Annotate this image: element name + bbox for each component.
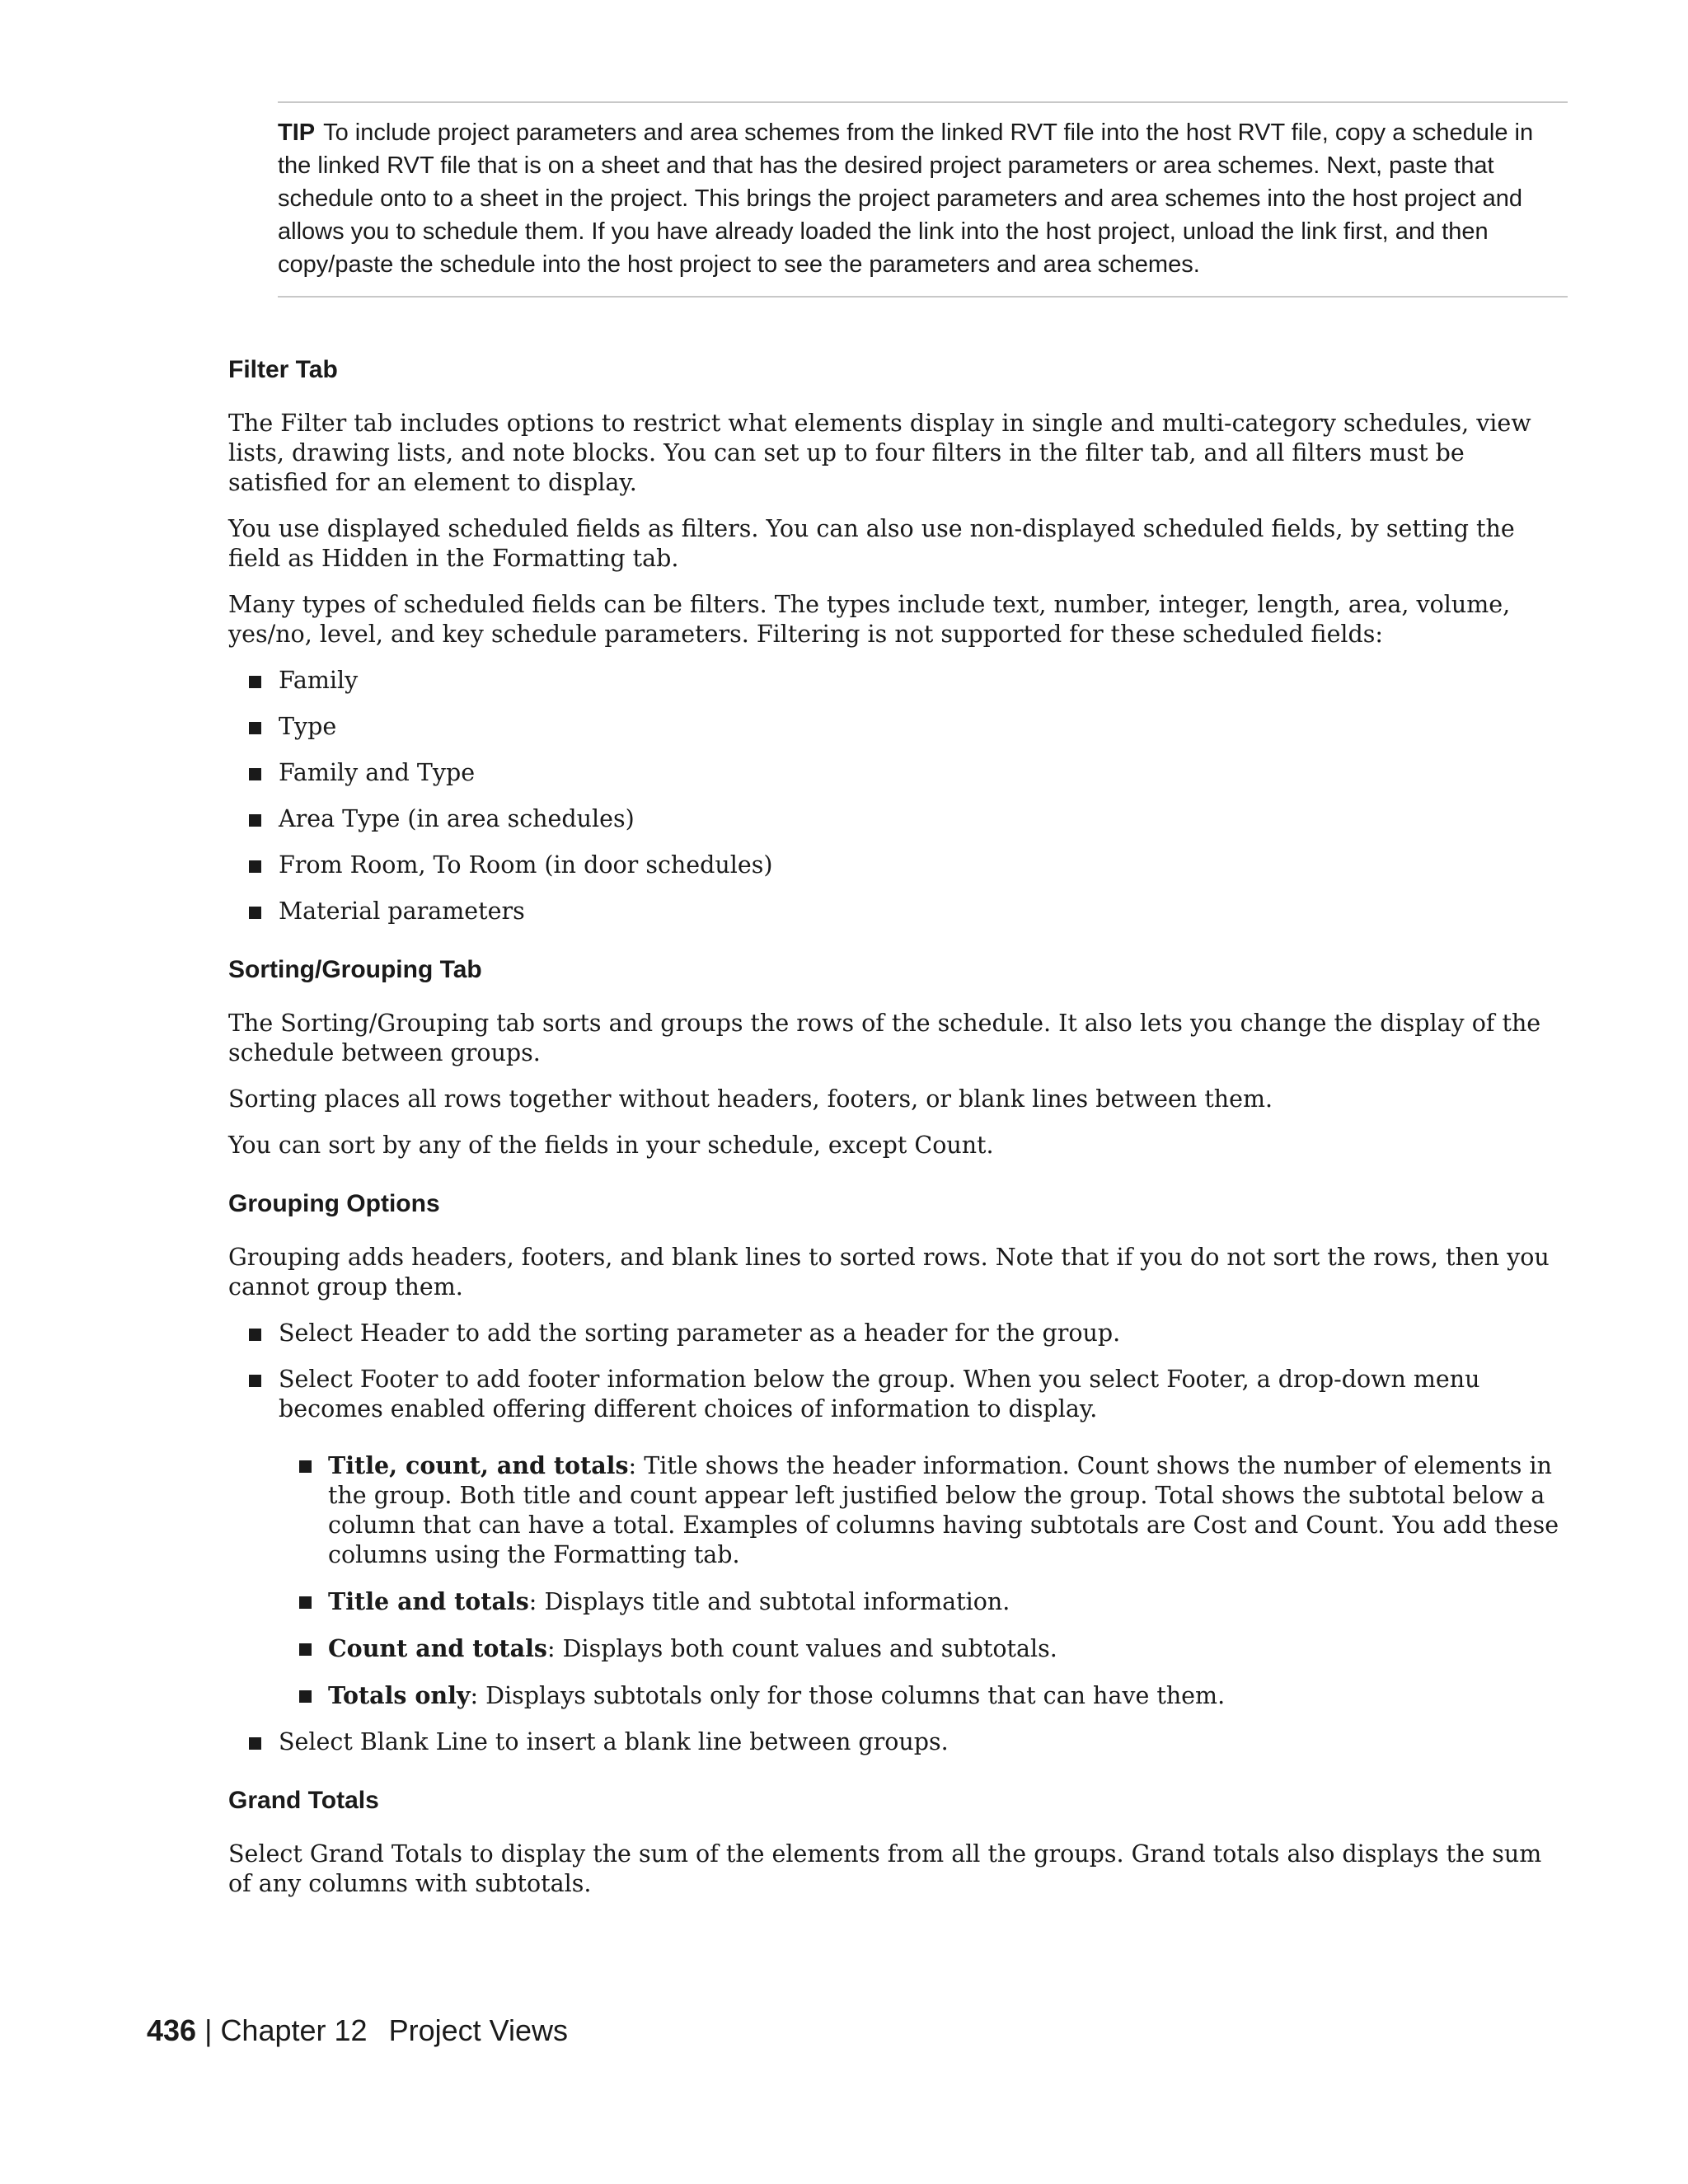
list-item-blank-line: Select Blank Line to insert a blank line between groups. [228, 1727, 1568, 1757]
filter-tab-paragraph-3: Many types of scheduled fields can be filters. The types include text, number, integer, length, area, volume, yes/no, level, and key schedule parameters. Filtering is not supported for these scheduled fields: [228, 591, 1511, 648]
list-item-footer [228, 1365, 1568, 1711]
grand-totals-paragraph-1: Select Grand Totals to display the sum of the elements from all the groups. Grand totals also displays the sum of any columns with subtotals. [228, 1840, 1542, 1897]
grand-totals-section [228, 1785, 1568, 1899]
sub-list-item [279, 1633, 1568, 1664]
sub-list-item [279, 1680, 1568, 1711]
sub-item-term: Title and totals [328, 1587, 529, 1615]
filter-tab-paragraph-2: You use displayed scheduled fields as filters. You can also use non-displayed scheduled fields, by setting the field as Hidden in the Formatting tab. [228, 515, 1515, 572]
sub-list-item [279, 1586, 1568, 1617]
filter-tab-section [228, 354, 1568, 926]
footer-separator: | [204, 2013, 213, 2047]
filter-tab-heading: Filter Tab [228, 356, 338, 383]
sub-item-text: : Displays both count values and subtotals. [546, 1635, 1057, 1662]
list-item: Area Type (in area schedules) [228, 804, 1568, 834]
sorting-tab-heading: Sorting/Grouping Tab [228, 956, 482, 983]
sub-item-text: : Title shows the header information. Count shows the number of elements in the group. Both title and count appear left justified below the group. Total shows the subtotal below a column that can have a total. Examples of columns having subtotals are Cost and Count. You add these columns using the Formatting tab. [328, 1452, 1559, 1568]
page-number: 436 [147, 2013, 197, 2047]
grand-totals-heading: Grand Totals [228, 1787, 379, 1814]
list-item: From Room, To Room (in door schedules) [228, 851, 1568, 880]
sub-item-text: : Displays title and subtotal information. [528, 1588, 1010, 1615]
sub-item-term: Count and totals [328, 1634, 547, 1662]
grouping-options-paragraph-1: Grouping adds headers, footers, and blank lines to sorted rows. Note that if you do not sort the rows, then you cannot group them. [228, 1244, 1550, 1301]
footer-options-list [279, 1451, 1568, 1711]
tip-text: To include project parameters and area schemes from the linked RVT file into the host RVT file, copy a schedule in the linked RVT file that is on a sheet and that has the desired project parameters or area schemes. Next, paste that schedule onto to a sheet in the project. This brings the project parameters and area schemes into the host project and allows you to schedule them. If you have already loaded the link into the host project, unload the link first, and then copy/paste the schedule into the host project to see the parameters and area schemes. [278, 120, 1534, 278]
tip-label: TIP [278, 120, 316, 146]
filter-tab-paragraph-1: The Filter tab includes options to restrict what elements display in single and multi-category schedules, view lists, drawing lists, and note blocks. You can set up to four filters in the filter tab, and all filters must be satisfied for an element to display. [228, 410, 1531, 496]
grouping-options-section [228, 1188, 1568, 1757]
chapter-label: Chapter 12 [220, 2013, 368, 2047]
grouping-options-list [228, 1319, 1568, 1757]
list-item: Family [228, 666, 1568, 696]
footer-item-text: Select Footer to add footer information below the group. When you select Footer, a drop-down menu becomes enabled offering different choices of information to display. [279, 1366, 1480, 1422]
tip-box [278, 101, 1568, 298]
sub-item-term: Totals only [328, 1681, 471, 1709]
sub-item-text: : Displays subtotals only for those columns that can have them. [470, 1682, 1226, 1709]
sorting-tab-paragraph-1: The Sorting/Grouping tab sorts and groups the rows of the schedule. It also lets you change the display of the schedule between groups. [228, 1010, 1541, 1066]
main-content [228, 354, 1568, 1915]
unsupported-fields-list [228, 666, 1568, 926]
chapter-title: Project Views [388, 2013, 568, 2047]
list-item: Material parameters [228, 897, 1568, 926]
list-item: Type [228, 712, 1568, 742]
page-footer [147, 2013, 568, 2048]
sub-list-item [279, 1451, 1568, 1570]
sorting-tab-paragraph-3: You can sort by any of the fields in your schedule, except Count. [228, 1132, 994, 1159]
list-item-header: Select Header to add the sorting parameter as a header for the group. [228, 1319, 1568, 1348]
sorting-tab-section [228, 954, 1568, 1160]
sorting-tab-paragraph-2: Sorting places all rows together without headers, footers, or blank lines between them. [228, 1085, 1273, 1113]
grouping-options-heading: Grouping Options [228, 1190, 440, 1217]
sub-item-term: Title, count, and totals [328, 1451, 629, 1479]
list-item: Family and Type [228, 758, 1568, 788]
